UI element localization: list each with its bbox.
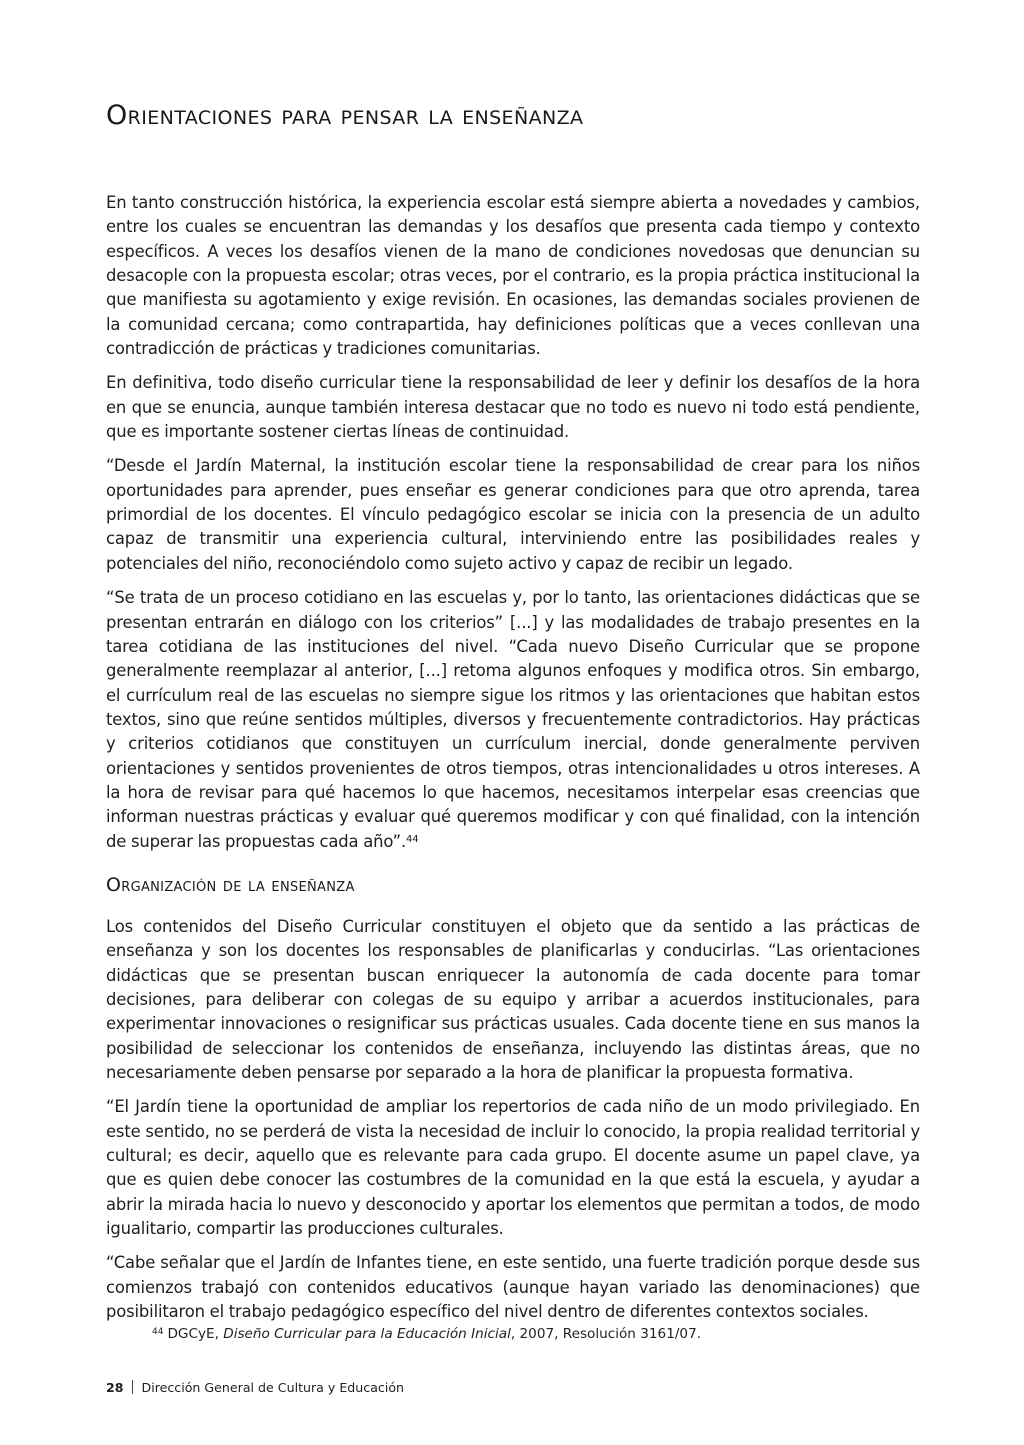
section2-paragraph-3: “Cabe señalar que el Jardín de Infantes tiene, en este sentido, una fuerte tradición porque desde sus comienzos trabajó con contenidos educativos (aunque hayan variado las denominaciones) que posibilitaron el trabajo pedagógico específico del nivel dentro de diferentes contextos sociales.	[106, 1253, 920, 1322]
footnote-prefix: DGCyE,	[167, 1326, 224, 1342]
footnote	[152, 1326, 701, 1342]
footnote-suffix: , 2007, Resolución 3161/07.	[510, 1326, 702, 1342]
footnote-number: 44	[152, 1327, 164, 1337]
section2-paragraph-1: Los contenidos del Diseño Curricular constituyen el objeto que da sentido a las prácticas de enseñanza y son los docentes los responsables de planificarlas y conducirlas. “Las orientaciones didácticas que se presentan buscan enriquecer la autonomía de cada docente para tomar decisiones, para deliberar con colegas de su equipo y arribar a acuerdos institucionales, para experimentar innovaciones o resignificar sus prácticas usuales. Cada docente tiene en sus manos la posibilidad de seleccionar los contenidos de enseñanza, incluyendo las distintas áreas, que no necesariamente deben pensarse por separado a la hora de planificar la propuesta formativa.	[106, 917, 920, 1083]
section1-paragraph-2: En definitiva, todo diseño curricular tiene la responsabilidad de leer y definir los desafíos de la hora en que se enuncia, aunque también interesa destacar que no todo es nuevo ni todo está pendiente, que es importante sostener ciertas líneas de continuidad.	[106, 373, 920, 442]
section-title: Orientaciones para pensar la enseñanza	[106, 100, 584, 131]
section1-paragraph-4	[106, 586, 920, 854]
subsection-title: Organización de la enseñanza	[106, 874, 355, 896]
section1-paragraph-4-text: “Se trata de un proceso cotidiano en las escuelas y, por lo tanto, las orientaciones didácticas que se presentan entrarán en diálogo con los criterios” [...] y las modalidades de trabajo presentes en la tarea cotidiana de las instituciones del nivel. “Cada nuevo Diseño Curricular que se propone generalmente reemplazar al anterior, [...] retoma algunos enfoques y modifica otros. Sin embargo, el currículum real de las escuelas no siempre sigue los ritmos y las orientaciones que habitan estos textos, sino que reúne sentidos múltiples, diversos y frecuentemente contradictorios. Hay prácticas y criterios cotidianos que constituyen un currículum inercial, donde generalmente perviven orientaciones y sentidos provenientes de otros tiempos, otras intencionalidades u otros intereses. A la hora de revisar para qué hacemos lo que hacemos, necesitamos interpelar esas creencias que informan nuestras prácticas y evaluar qué queremos modificar y con qué finalidad, con la intención de superar las propuestas cada año”.	[106, 588, 920, 851]
page-footer	[106, 1380, 404, 1395]
footer-divider	[132, 1380, 133, 1394]
footnote-reference[interactable]: 44	[406, 833, 419, 845]
section1-body	[106, 191, 920, 864]
footer-publisher: Dirección General de Cultura y Educación	[141, 1380, 405, 1395]
footnote-title: Diseño Curricular para la Educación Inicial	[223, 1326, 511, 1342]
section2-paragraph-2: “El Jardín tiene la oportunidad de ampliar los repertorios de cada niño de un modo privilegiado. En este sentido, no se perderá de vista la necesidad de incluir lo conocido, la propia realidad territorial y cultural; es decir, aquello que es relevante para cada grupo. El docente asume un papel clave, ya que es quien debe conocer las costumbres de la comunidad en la que está la escuela, y ayudar a abrir la mirada hacia lo nuevo y desconocido y aportar los elementos que permitan a todos, de modo igualitario, compartir las producciones culturales.	[106, 1097, 920, 1239]
section1-paragraph-3: “Desde el Jardín Maternal, la institución escolar tiene la responsabilidad de crear para los niños oportunidades para aprender, pues enseñar es generar condiciones para que otro aprenda, tarea primordial de los docentes. El vínculo pedagógico escolar se inicia con la presencia de un adulto capaz de transmitir una experiencia cultural, interviniendo entre las posibilidades reales y potenciales del niño, reconociéndolo como sujeto activo y capaz de recibir un legado.	[106, 456, 920, 573]
document-page	[106, 0, 920, 1445]
section2-body	[106, 915, 920, 1335]
page-number: 28	[106, 1380, 124, 1395]
section1-paragraph-1: En tanto construcción histórica, la experiencia escolar está siempre abierta a novedades y cambios, entre los cuales se encuentran las demandas y los desafíos que presenta cada tiempo y contexto específicos. A veces los desafíos vienen de la mano de condiciones novedosas que denuncian su desacople con la propuesta escolar; otras veces, por el contrario, es la propia práctica institucional la que manifiesta su agotamiento y exige revisión. En ocasiones, las demandas sociales provienen de la comunidad cercana; como contrapartida, hay definiciones políticas que a veces conllevan una contradicción de prácticas y tradiciones comunitarias.	[106, 193, 920, 359]
